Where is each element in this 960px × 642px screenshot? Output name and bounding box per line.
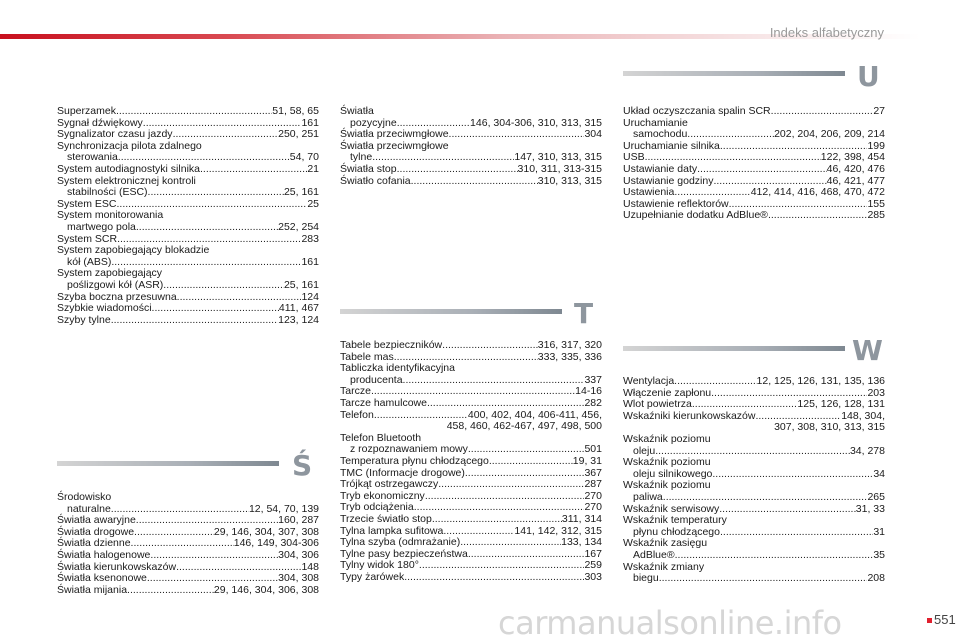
index-entry	[57, 280, 319, 292]
index-entry-pages: 29, 146, 304, 307, 308	[213, 525, 319, 538]
index-entry	[57, 585, 319, 597]
leader-dots	[414, 502, 585, 514]
leader-dots	[404, 572, 584, 584]
index-entry	[623, 210, 885, 222]
index-entry-pages: 199	[867, 139, 885, 152]
index-entry-pages: 29, 146, 304, 306, 308	[213, 583, 319, 596]
leader-dots	[442, 340, 538, 352]
index-entry-pages: 160, 287	[278, 514, 319, 527]
index-entry-pages: 167	[584, 547, 602, 560]
leader-dots	[771, 106, 874, 118]
index-entry-pages: 125, 126, 128, 131	[797, 398, 885, 411]
leader-dots	[200, 164, 307, 176]
index-entry-pages: 311, 314	[561, 512, 602, 525]
index-entry-term: Typy żarówek	[340, 570, 405, 583]
leader-dots	[163, 280, 284, 292]
index-entry-pages: 161	[301, 116, 319, 129]
leader-dots	[449, 129, 585, 141]
index-entry-term: Trzecie światło stop	[340, 512, 432, 525]
leader-dots	[675, 550, 874, 562]
leader-dots	[460, 537, 561, 549]
leader-dots	[116, 106, 272, 118]
index-entry	[57, 315, 319, 327]
index-entry	[57, 550, 319, 562]
index-entry-term: Uzupełnianie dodatku AdBlue®	[623, 209, 768, 222]
index-entry-term: producenta	[350, 373, 403, 386]
section-divider-s-acute	[57, 461, 279, 466]
index-entry-pages: 133, 134	[561, 536, 602, 549]
section-letter-u: U	[857, 60, 880, 93]
leader-dots	[712, 469, 873, 481]
index-entry-pages: 333, 335, 336	[537, 350, 602, 363]
leader-dots	[697, 164, 826, 176]
index-entry-heading: Światła przeciwmgłowe	[340, 139, 449, 152]
index-entry-pages: 46, 420, 476	[826, 162, 885, 175]
index-entry-pages: 202, 204, 206, 209, 214	[774, 128, 885, 141]
leader-dots	[468, 549, 585, 561]
index-entry	[623, 164, 885, 176]
index-entry-term: Światła przeciwmgłowe	[340, 128, 449, 141]
index-entry-pages: 25, 161	[283, 186, 319, 199]
index-entry-term: kół (ABS)	[67, 255, 112, 268]
index-entry-heading: Wskaźnik poziomu	[623, 432, 711, 445]
index-entry-heading: Telefon Bluetooth	[340, 431, 422, 444]
index-entry-term: Wentylacja	[623, 375, 675, 387]
index-list-s-acute-col1	[57, 492, 319, 596]
leader-dots	[127, 585, 214, 597]
index-entry-pages: 122, 398, 454	[820, 151, 885, 164]
index-entry	[57, 187, 319, 199]
leader-dots	[719, 504, 856, 516]
index-entry	[623, 187, 885, 199]
index-entry-pages: 270	[584, 489, 602, 502]
index-list-u	[623, 106, 885, 222]
index-entry	[623, 573, 885, 585]
index-entry-term: Uruchamianie silnika	[623, 139, 720, 152]
index-entry-pages: 124	[301, 290, 319, 303]
index-entry-pages: 303	[584, 570, 602, 583]
watermark-text: carmanualsonline.info	[498, 604, 842, 642]
index-entry-pages: 27	[873, 105, 885, 117]
index-entry	[340, 456, 602, 468]
index-entry-pages: 411, 467	[278, 302, 319, 315]
index-entry	[57, 222, 319, 234]
index-entry	[623, 492, 885, 504]
index-entry-heading: Wskaźnik zasięgu	[623, 537, 708, 550]
index-entry-heading: Wskaźnik temperatury	[623, 514, 727, 527]
index-entry-pages: 12, 125, 126, 131, 135, 136	[756, 375, 885, 387]
index-entry-pages: 252, 254	[278, 220, 319, 233]
index-entry-term: Wskaźniki kierunkowskazów	[623, 409, 756, 422]
index-entry-pages: 19, 31	[572, 454, 602, 467]
index-entry-term: Światła halogenowe	[57, 548, 151, 561]
leader-dots	[111, 315, 278, 327]
index-entry	[57, 106, 319, 118]
index-entry-term: Ustawianie godziny	[623, 174, 714, 187]
leader-dots	[147, 573, 278, 585]
index-entry-pages: 25, 161	[283, 278, 319, 291]
index-entry-pages: 54, 70	[289, 151, 319, 164]
index-entry-pages: 208	[867, 572, 885, 585]
index-entry-term: Temperatura płynu chłodzącego	[340, 454, 489, 467]
index-entry-pages: 25	[307, 197, 319, 210]
index-entry-term: sterowania	[67, 151, 118, 164]
index-entry-pages: 282	[584, 396, 602, 409]
index-entry-pages: 285	[867, 209, 885, 222]
index-entry-heading: Wskaźnik zmiany	[623, 560, 705, 573]
index-entry-term: Szybkie wiadomości	[57, 302, 152, 315]
index-entry-term: oleju silnikowego	[633, 467, 713, 480]
page-header-title: Indeks alfabetyczny	[769, 25, 884, 40]
section-letter-s-acute: Ś	[292, 449, 313, 482]
index-list-t	[340, 340, 602, 583]
index-entry-heading: Synchronizacja pilota zdalnego	[57, 139, 202, 152]
index-entry	[340, 164, 602, 176]
index-entry-term: Światła ksenonowe	[57, 572, 147, 585]
index-entry-term: Szyby tylne	[57, 313, 111, 326]
index-entry-pages: 337	[584, 373, 602, 386]
index-entry-heading: System zapobiegający	[57, 267, 163, 280]
index-entry-term: System ESC	[57, 197, 117, 210]
index-entry-pages: 259	[584, 559, 602, 572]
index-entry-term: Tarcze hamulcowe	[340, 396, 427, 409]
index-entry	[340, 537, 602, 549]
index-entry-term: Trójkąt ostrzegawczy	[340, 478, 439, 491]
index-entry-pages: 310, 313, 315	[537, 174, 602, 187]
leader-dots	[674, 376, 756, 388]
leader-dots	[148, 187, 284, 199]
index-entry-term: naturalne	[67, 502, 111, 515]
section-letter-w: W	[852, 334, 883, 367]
index-entry-term: Ustawienia	[623, 186, 675, 199]
index-entry-pages: 123, 124	[278, 313, 319, 326]
index-entry-term: Światła drogowe	[57, 525, 135, 538]
index-entry	[340, 572, 602, 584]
index-entry-pages: 412, 414, 416, 468, 470, 472	[750, 186, 885, 199]
leader-dots	[432, 514, 562, 526]
index-entry-term: Tabele mas	[340, 350, 394, 363]
index-entry-heading: Wskaźnik poziomu	[623, 456, 711, 469]
index-entry	[340, 340, 602, 352]
index-entry-term: Tylna lampka sufitowa	[340, 524, 444, 537]
index-entry	[57, 164, 319, 176]
leader-dots	[411, 176, 538, 188]
index-entry-term: System autodiagnostyki silnika	[57, 162, 200, 175]
index-entry-pages: 51, 58, 65	[272, 105, 319, 117]
leader-dots	[403, 375, 585, 387]
leader-dots	[768, 210, 868, 222]
index-entry-term: z rozpoznawaniem mowy	[350, 443, 468, 456]
index-entry-pages: 203	[867, 386, 885, 399]
index-entry-term: System SCR	[57, 232, 118, 245]
index-entry-heading: Środowisko	[57, 491, 112, 503]
index-entry-term: Światła awaryjne	[57, 514, 136, 527]
index-entry-pages: 304, 308	[278, 572, 319, 585]
index-entry-term: AdBlue®	[633, 548, 675, 561]
section-divider-u	[623, 71, 845, 76]
index-entry-term: Światła mijania	[57, 583, 128, 596]
index-entry-pages: 316, 317, 320	[537, 339, 602, 351]
index-entry-pages: 367	[584, 466, 602, 479]
index-entry-term: pozycyjne	[350, 116, 397, 129]
index-entry	[340, 514, 602, 526]
index-entry-term: Tylne pasy bezpieczeństwa	[340, 547, 468, 560]
index-entry-term: Telefon	[340, 408, 374, 421]
leader-dots	[419, 560, 585, 572]
index-entry-term: Światła kierunkowskazów	[57, 560, 177, 573]
index-entry-term: Szyba boczna przesuwna	[57, 290, 177, 303]
index-entry-term: samochodu	[633, 128, 688, 141]
index-entry-pages: 283	[301, 232, 319, 245]
index-entry	[623, 376, 885, 388]
index-entry-continuation: 458, 460, 462-467, 497, 498, 500	[446, 420, 602, 433]
index-entry-pages: 304	[584, 128, 602, 141]
index-entry-pages: 12, 54, 70, 139	[248, 502, 319, 515]
index-entry-term: Wskaźnik serwisowy	[623, 502, 720, 515]
leader-dots	[674, 187, 750, 199]
index-entry-term: paliwa	[633, 490, 663, 503]
index-list-w	[623, 376, 885, 585]
index-entry-term: Włączenie zapłonu	[623, 386, 712, 399]
leader-dots	[134, 527, 214, 539]
index-entry-term: Układ oczyszczania spalin SCR	[623, 105, 771, 117]
section-letter-t: T	[574, 297, 594, 330]
index-entry-pages: 400, 402, 404, 406-411, 456,	[467, 408, 602, 421]
index-entry-pages: 35	[873, 548, 885, 561]
leader-dots	[150, 550, 278, 562]
index-entry-heading: System monitorowania	[57, 209, 164, 222]
index-entry-heading: Uruchamianie	[623, 116, 688, 129]
index-entry-term: płynu chłodzącego	[633, 525, 720, 538]
index-entry-pages: 34, 278	[849, 444, 885, 457]
leader-dots	[489, 456, 573, 468]
leader-dots	[438, 479, 584, 491]
index-entry-pages: 146, 304-306, 310, 313, 315	[470, 116, 602, 129]
index-entry-term: Tryb odciążenia	[340, 501, 414, 514]
index-entry-continuation: 307, 308, 310, 313, 315	[774, 421, 885, 434]
index-entry-pages: 304, 306	[278, 548, 319, 561]
index-entry-term: Tryb ekonomiczny	[340, 489, 425, 502]
leader-dots	[663, 492, 868, 504]
index-entry-term: Sygnalizator czasu jazdy	[57, 128, 173, 141]
index-entry-pages: 147, 310, 313, 315	[514, 151, 602, 164]
index-entry-heading: Światła	[340, 105, 374, 117]
index-entry	[340, 398, 602, 410]
index-entry	[340, 375, 602, 387]
index-entry-term: stabilności (ESC)	[67, 186, 148, 199]
index-entry-pages: 14-16	[575, 385, 602, 398]
index-entry-pages: 287	[584, 478, 602, 491]
index-entry-term: tylne	[350, 151, 373, 164]
index-entry-pages: 250, 251	[278, 128, 319, 141]
index-entry-term: Superzamek	[57, 105, 116, 117]
index-entry-pages: 155	[867, 197, 885, 210]
index-entry	[340, 176, 602, 188]
leader-dots	[659, 573, 868, 585]
leader-dots	[720, 527, 873, 539]
leader-dots	[152, 303, 279, 315]
index-entry-pages: 310, 311, 313-315	[517, 162, 602, 175]
index-entry-pages: 31	[873, 525, 885, 538]
index-entry-term: Ustawianie daty	[623, 162, 698, 175]
index-entry-pages: 161	[301, 255, 319, 268]
index-entry-heading: System elektronicznej kontroli	[57, 174, 196, 187]
index-entry-term: Światło cofania	[340, 174, 411, 187]
index-entry-term: USB	[623, 151, 645, 164]
index-entry-heading: System zapobiegający blokadzie	[57, 244, 210, 257]
section-divider-w	[623, 346, 845, 351]
index-entry-heading: Wskaźnik poziomu	[623, 479, 711, 492]
index-entry-pages: 501	[584, 443, 602, 456]
index-entry	[57, 573, 319, 585]
index-entry-pages: 141, 142, 312, 315	[514, 524, 602, 537]
index-entry-term: Ustawienie reflektorów	[623, 197, 729, 210]
index-list-s-acute-col2	[340, 106, 602, 187]
index-entry-pages: 34	[873, 467, 885, 480]
index-entry-pages: 46, 421, 477	[826, 174, 885, 187]
index-entry	[57, 303, 319, 315]
leader-dots	[425, 491, 585, 503]
index-entry-pages: 31, 33	[855, 502, 885, 515]
index-entry-term: poślizgowi kół (ASR)	[67, 278, 164, 291]
leader-dots	[465, 468, 585, 480]
index-entry-term: biegu	[633, 572, 659, 585]
index-entry-pages: 146, 149, 304-306	[233, 537, 319, 550]
index-entry-term: martwego pola	[67, 220, 136, 233]
leader-dots	[136, 222, 278, 234]
index-entry-pages: 148, 304,	[841, 409, 885, 422]
index-entry-heading: Tabliczka identyfikacyjna	[340, 362, 455, 375]
index-entry-pages: 21	[307, 162, 319, 175]
index-entry-term: Światła dzienne	[57, 537, 131, 550]
page-number: 551	[934, 612, 956, 627]
index-list-s	[57, 106, 319, 326]
leader-dots	[397, 164, 518, 176]
index-entry-term: Tylna szyba (odmrażanie)	[340, 536, 461, 549]
index-entry-term: oleju	[633, 444, 656, 457]
leader-dots	[427, 398, 585, 410]
index-entry-pages: 148	[301, 560, 319, 573]
index-entry-pages: 265	[867, 490, 885, 503]
page-marker-square	[927, 618, 932, 623]
section-divider-t	[340, 309, 562, 314]
index-entry-term: Tabele bezpieczników	[340, 339, 443, 351]
index-entry-term: Tylny widok 180°	[340, 559, 419, 572]
index-entry-term: Światła stop	[340, 162, 397, 175]
index-entry	[340, 479, 602, 491]
index-entry	[623, 106, 885, 118]
index-entry-term: Sygnał dźwiękowy	[57, 116, 143, 129]
index-entry-term: Wlot powietrza	[623, 398, 692, 411]
index-entry	[623, 550, 885, 562]
index-entry-term: TMC (Informacje drogowe)	[340, 466, 465, 479]
index-entry-pages: 270	[584, 501, 602, 514]
index-entry-term: Tarcze	[340, 385, 371, 398]
